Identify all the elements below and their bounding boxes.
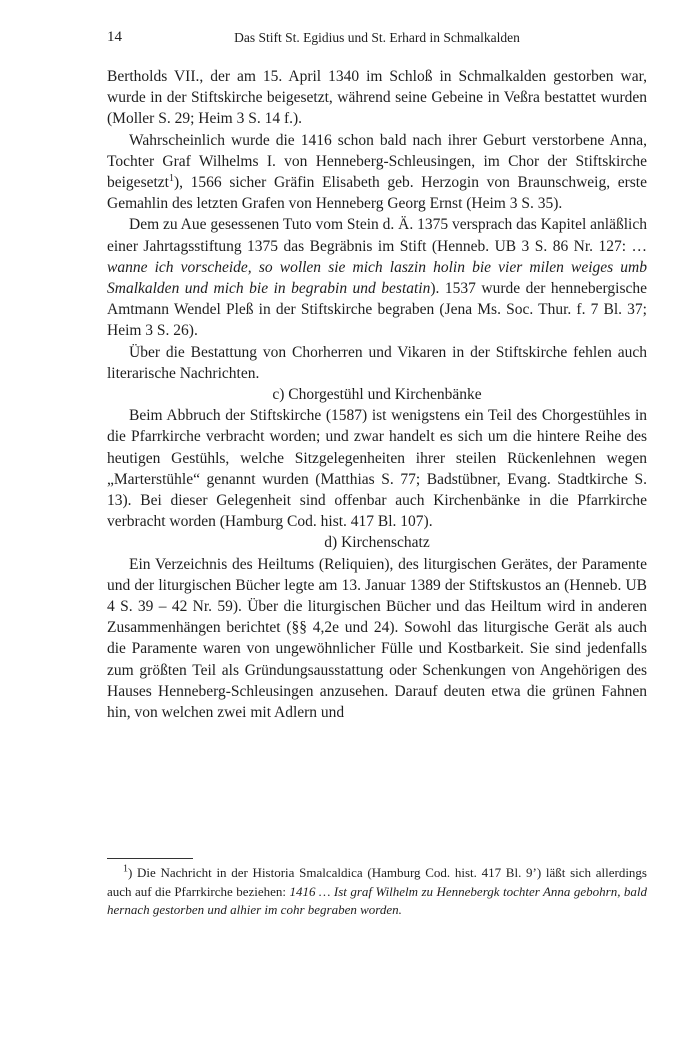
paragraph-3-text-a: Dem zu Aue gesessenen Tuto vom Stein d. Ä. 1375 versprach das Kapitel anläßlich einer Jahrtagsstiftung 1375 das Begräbnis im Stift (Henneb. UB 3 S. 86 Nr. 127: …: [107, 216, 647, 255]
section-c-paragraph: Beim Abbruch der Stiftskirche (1587) ist wenigstens ein Teil des Chorgestühles in die Pfarrkirche verbracht worden; und zwar handelt es sich um die hintere Reihe des heutigen Gestühls, welche Sitzgelegenheiten ihrer steilen Rückenlehnen wegen „Marterstühle“ genannt wurden (Matthias S. 77; Badstübner, Evang. Stadtkirche S. 13). Bei dieser Gelegenheit sind offenbar auch Kirchenbänke in die Pfarrkirche verbracht worden (Hamburg Cod. hist. 417 Bl. 107).: [107, 407, 647, 531]
section-heading-d: d) Kirchenschatz: [324, 534, 430, 552]
paragraph-2-text-b: ), 1566 sicher Gräfin Elisabeth geb. Herzogin von Braunschweig, erste Gemahlin des letzten Grafen von Henneberg Georg Ernst (Heim 3 S. 35).: [107, 174, 647, 213]
paragraph-2: [107, 130, 647, 215]
footnote-text: [107, 864, 647, 920]
running-head: Das Stift St. Egidius und St. Erhard in Schmalkalden: [234, 30, 520, 45]
footnote-rule: [107, 858, 193, 859]
body-text: [107, 66, 647, 723]
page-header: [107, 29, 647, 51]
section-heading-c: c) Chorgestühl und Kirchenbänke: [272, 386, 482, 404]
paragraph-3: [107, 214, 647, 341]
footnote-text-a: ) Die Nachricht in der Historia Smalcaldica (Hamburg Cod. hist. 417 Bl. 9’) läßt sich allerdings auch auf die Pfarrkirche beziehen:: [107, 865, 647, 899]
footnote-marker: 1: [123, 863, 128, 875]
footnote: [107, 864, 647, 920]
paragraph-3-quote: wanne ich vorscheide, so wollen sie mich laszin holin bie vier milen weiges umb Smalkalden und mich bie in begrabin und bestatin: [107, 258, 647, 298]
paragraph-1: Bertholds VII., der am 15. April 1340 im Schloß in Schmalkalden gestorben war, wurde in der Stiftskirche beigesetzt, während seine Gebeine in Veßra bestattet wurden (Moller S. 29; Heim 3 S. 14 f.).: [107, 68, 647, 128]
page-number: 14: [107, 29, 122, 45]
footnote-reference: 1: [168, 172, 174, 184]
paragraph-3-text-b: ). 1537 wurde der hennebergische Amtmann Wendel Pleß in der Stiftskirche begraben (Jena Ms. Soc. Thur. f. 7 Bl. 37; Heim 3 S. 26).: [107, 280, 647, 340]
paragraph-4: Über die Bestattung von Chorherren und Vikaren in der Stiftskirche fehlen auch literarische Nachrichten.: [107, 343, 647, 382]
section-d-paragraph: Ein Verzeichnis des Heiltums (Reliquien), des liturgischen Gerätes, der Paramente und der liturgischen Bücher legte am 13. Januar 1389 der Stiftskustos an (Henneb. UB 4 S. 39 – 42 Nr. 59). Über die liturgischen Bücher und das Heiltum wird in anderen Zusammenhängen berichtet (§§ 4,2e und 24). Sowohl das liturgische Gerät als auch die Paramente waren von ungewöhnlicher Fülle und Kostbarkeit. Sie sind jedenfalls zum größten Teil als Gründungsausstattung oder Schenkungen von Angehörigen des Hauses Henneberg-Schleusingen anzusehen. Darauf deuten etwa die grünen Fahnen hin, von welchen zwei mit Adlern und: [107, 555, 647, 722]
footnote-quote: 1416 … Ist graf Wilhelm zu Hennebergk tochter Anna gebohrn, bald hernach gestorben und alhier im cohr begraben worden.: [107, 883, 647, 917]
paragraph-2-text-a: Wahrscheinlich wurde die 1416 schon bald nach ihrer Geburt verstorbene Anna, Tochter Graf Wilhelms I. von Henneberg-Schleusingen, im Chor der Stiftskirche beigesetzt: [107, 131, 647, 192]
